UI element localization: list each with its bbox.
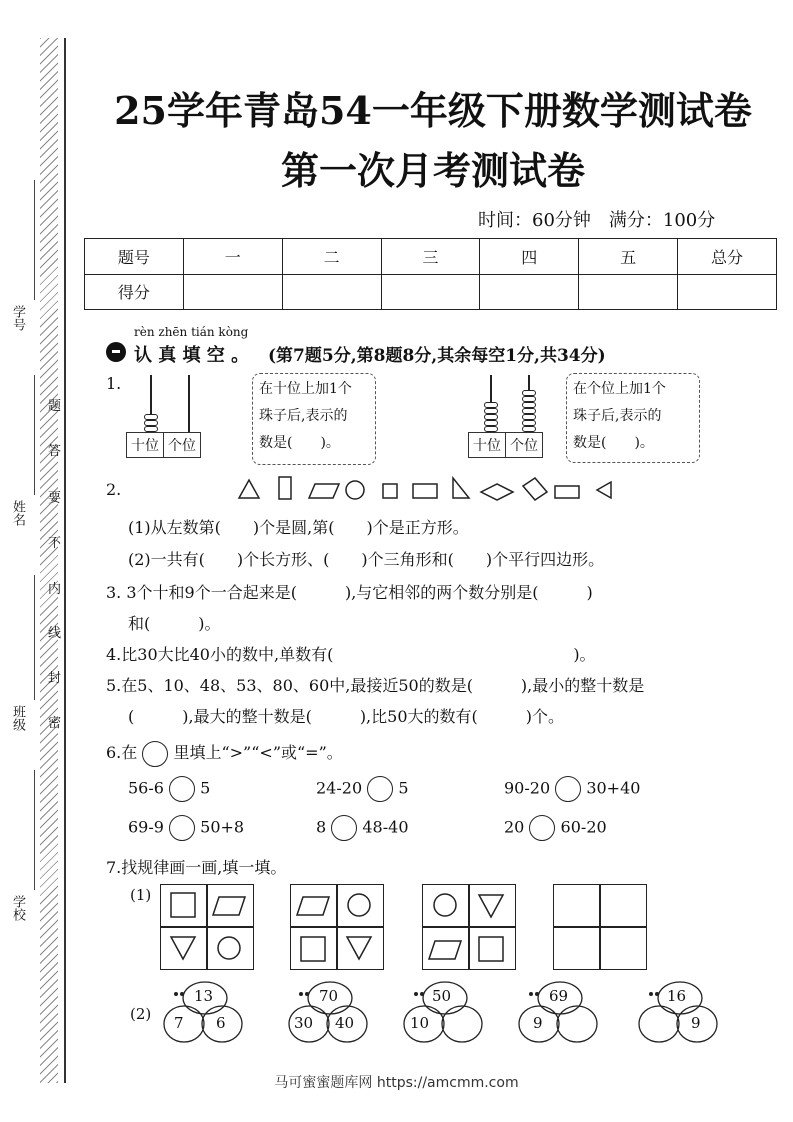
triangle-shape xyxy=(239,480,259,498)
abacus-label-tens: 十位 xyxy=(127,433,164,458)
section-number-mark xyxy=(112,350,120,353)
school-label: 学校 xyxy=(10,895,25,921)
q7-part1-label: (1) xyxy=(130,886,152,904)
clover xyxy=(400,978,490,1048)
score-table xyxy=(84,238,777,310)
compare-item xyxy=(316,776,409,802)
q2-number: 2. xyxy=(106,480,122,499)
name-label: 姓名 xyxy=(10,500,25,526)
q2-line1: (1)从左数第( )个是圆,第( )个是正方形。 xyxy=(128,518,469,537)
score-cell[interactable] xyxy=(282,274,381,310)
circle-shape xyxy=(346,481,364,499)
compare-right: 5 xyxy=(398,778,409,798)
clover-top: 16 xyxy=(667,987,687,1005)
parallelogram-shape xyxy=(481,484,513,500)
q1-box-line: 在十位上加1个 xyxy=(259,381,352,397)
clover-top: 70 xyxy=(319,987,339,1005)
score-header-cell: 总分 xyxy=(678,239,777,275)
seal-char: 答 xyxy=(48,444,62,459)
q5-line1: 5.在5、10、48、53、80、60中,最接近50的数是( ),最小的整十数是 xyxy=(106,676,645,695)
score-header-cell: 三 xyxy=(381,239,480,275)
answer-circle[interactable] xyxy=(367,776,393,802)
parallelogram-shape xyxy=(309,484,339,498)
score-header-cell: 一 xyxy=(183,239,282,275)
pattern-grid xyxy=(290,884,384,970)
compare-right: 30+40 xyxy=(586,778,641,798)
score-cell[interactable] xyxy=(579,274,678,310)
seal-char: 题 xyxy=(48,399,62,414)
q1-box-line: 珠子后,表示的 xyxy=(573,408,662,424)
class-line xyxy=(34,575,35,700)
score-header-cell: 四 xyxy=(480,239,579,275)
compare-left: 8 xyxy=(316,817,327,837)
q1-number: 1. xyxy=(106,374,122,393)
time-info: 时间：60分钟 满分：100分 xyxy=(478,210,716,231)
pattern-grid xyxy=(160,884,254,970)
square-shape xyxy=(479,937,503,961)
score-cell[interactable] xyxy=(381,274,480,310)
compare-item xyxy=(128,815,244,841)
circle-shape xyxy=(348,894,370,916)
compare-right: 5 xyxy=(200,778,211,798)
pattern-grid xyxy=(422,884,516,970)
q1-box-left xyxy=(252,373,376,465)
compare-item xyxy=(128,776,210,802)
clover-right: 9 xyxy=(691,1014,701,1032)
score-row-label: 得分 xyxy=(85,274,184,310)
clover xyxy=(285,978,375,1048)
q6-intro-a: 6.在 xyxy=(106,743,138,762)
clover-top: 50 xyxy=(432,987,452,1005)
abacus-label-table xyxy=(468,432,543,458)
rectangle-shape xyxy=(413,484,437,498)
score-cell[interactable] xyxy=(480,274,579,310)
triangle-shape xyxy=(453,478,469,498)
square-shape xyxy=(301,937,325,961)
q6-intro-b: 里填上“>”“<”或“=”。 xyxy=(173,743,343,762)
abacus-rod xyxy=(188,375,190,433)
seal-char: 线 xyxy=(48,626,62,641)
school-line xyxy=(34,770,35,890)
compare-circle-icon xyxy=(142,741,168,767)
compare-right: 60-20 xyxy=(560,817,607,837)
answer-circle[interactable] xyxy=(169,776,195,802)
circle-shape xyxy=(218,937,240,959)
abacus-label-table xyxy=(126,432,201,458)
parallelogram-shape xyxy=(213,897,245,915)
clover-right: 6 xyxy=(216,1014,226,1032)
footer-watermark: 马可蜜蜜题库网 https://amcmm.com xyxy=(274,1075,519,1091)
seal-char: 密 xyxy=(48,716,62,731)
section-title: 认 真 填 空 。 xyxy=(134,345,250,366)
rectangle-shape xyxy=(279,477,291,499)
score-header-cell: 二 xyxy=(282,239,381,275)
section-points: (第7题5分,第8题8分,其余每空1分,共34分) xyxy=(268,346,606,366)
name-line xyxy=(34,375,35,495)
rectangle-shape xyxy=(523,478,547,500)
compare-left: 20 xyxy=(504,817,525,837)
seal-char: 要 xyxy=(48,491,62,506)
pattern-grid-empty[interactable] xyxy=(553,884,647,970)
compare-left: 24-20 xyxy=(316,778,363,798)
answer-circle[interactable] xyxy=(331,815,357,841)
clover-top: 69 xyxy=(549,987,569,1005)
square-shape xyxy=(171,893,195,917)
q7-title: 7.找规律画一画,填一填。 xyxy=(106,858,287,877)
compare-left: 69-9 xyxy=(128,817,164,837)
compare-item xyxy=(316,815,409,841)
score-cell[interactable] xyxy=(183,274,282,310)
binding-hatch xyxy=(40,38,58,1083)
answer-circle[interactable] xyxy=(529,815,555,841)
compare-left: 56-6 xyxy=(128,778,164,798)
q4-line1: 4.比30大比40小的数中,单数有( )。 xyxy=(106,645,596,664)
abacus-label-ones: 个位 xyxy=(164,433,201,458)
abacus-label-tens: 十位 xyxy=(469,433,506,458)
seal-char: 内 xyxy=(48,582,62,597)
q1-box-line: 数是( )。 xyxy=(259,435,340,451)
q7-part2-label: (2) xyxy=(130,1005,152,1023)
q5-line2: ( ),最大的整十数是( ),比50大的数有( )个。 xyxy=(128,707,564,726)
clover xyxy=(635,978,725,1048)
compare-item xyxy=(504,815,607,841)
q1-box-right xyxy=(566,373,700,463)
clover xyxy=(160,978,250,1048)
clover-left: 9 xyxy=(533,1014,543,1032)
clover-left: 10 xyxy=(410,1014,430,1032)
q6-intro xyxy=(106,740,343,767)
compare-right: 48-40 xyxy=(362,817,409,837)
square-shape xyxy=(383,484,397,498)
answer-circle[interactable] xyxy=(555,776,581,802)
shapes-row xyxy=(235,474,615,504)
q3-line1: 3. 3个十和9个一合起来是( ),与它相邻的两个数分别是( ) xyxy=(106,583,593,602)
section-pinyin: rèn zhēn tián kòng xyxy=(134,325,249,339)
parallelogram-shape xyxy=(429,941,461,959)
score-header-cell: 题号 xyxy=(85,239,184,275)
student-id-line xyxy=(34,180,35,300)
seal-char: 封 xyxy=(48,671,62,686)
clover-top: 13 xyxy=(194,987,214,1005)
rectangle-shape xyxy=(555,486,579,498)
triangle-shape xyxy=(597,482,611,498)
score-cell[interactable] xyxy=(678,274,777,310)
clover-left: 30 xyxy=(294,1014,314,1032)
clover-left: 7 xyxy=(174,1014,184,1032)
compare-item xyxy=(504,776,640,802)
compare-right: 50+8 xyxy=(200,817,245,837)
answer-circle[interactable] xyxy=(169,815,195,841)
triangle-shape xyxy=(347,937,371,959)
parallelogram-shape xyxy=(297,897,329,915)
q1-box-line: 珠子后,表示的 xyxy=(259,408,348,424)
clover xyxy=(515,978,605,1048)
triangle-shape xyxy=(171,937,195,959)
seal-char: 不 xyxy=(48,536,62,551)
class-label: 班级 xyxy=(10,705,25,731)
clover-right: 40 xyxy=(335,1014,355,1032)
student-id-label: 学号 xyxy=(10,305,25,331)
triangle-shape xyxy=(479,895,503,917)
q1-box-line: 数是( )。 xyxy=(573,435,654,451)
score-header-cell: 五 xyxy=(579,239,678,275)
q1-box-line: 在个位上加1个 xyxy=(573,381,666,397)
circle-shape xyxy=(434,894,456,916)
q2-line2: (2)一共有( )个长方形、( )个三角形和( )个平行四边形。 xyxy=(128,550,605,569)
page-subtitle: 第一次月考测试卷 xyxy=(280,148,585,193)
compare-left: 90-20 xyxy=(504,778,551,798)
q3-line2: 和( )。 xyxy=(128,614,221,633)
binding-line xyxy=(64,38,66,1083)
page-title: 25学年青岛54一年级下册数学测试卷 xyxy=(114,88,752,133)
abacus-label-ones: 个位 xyxy=(506,433,543,458)
